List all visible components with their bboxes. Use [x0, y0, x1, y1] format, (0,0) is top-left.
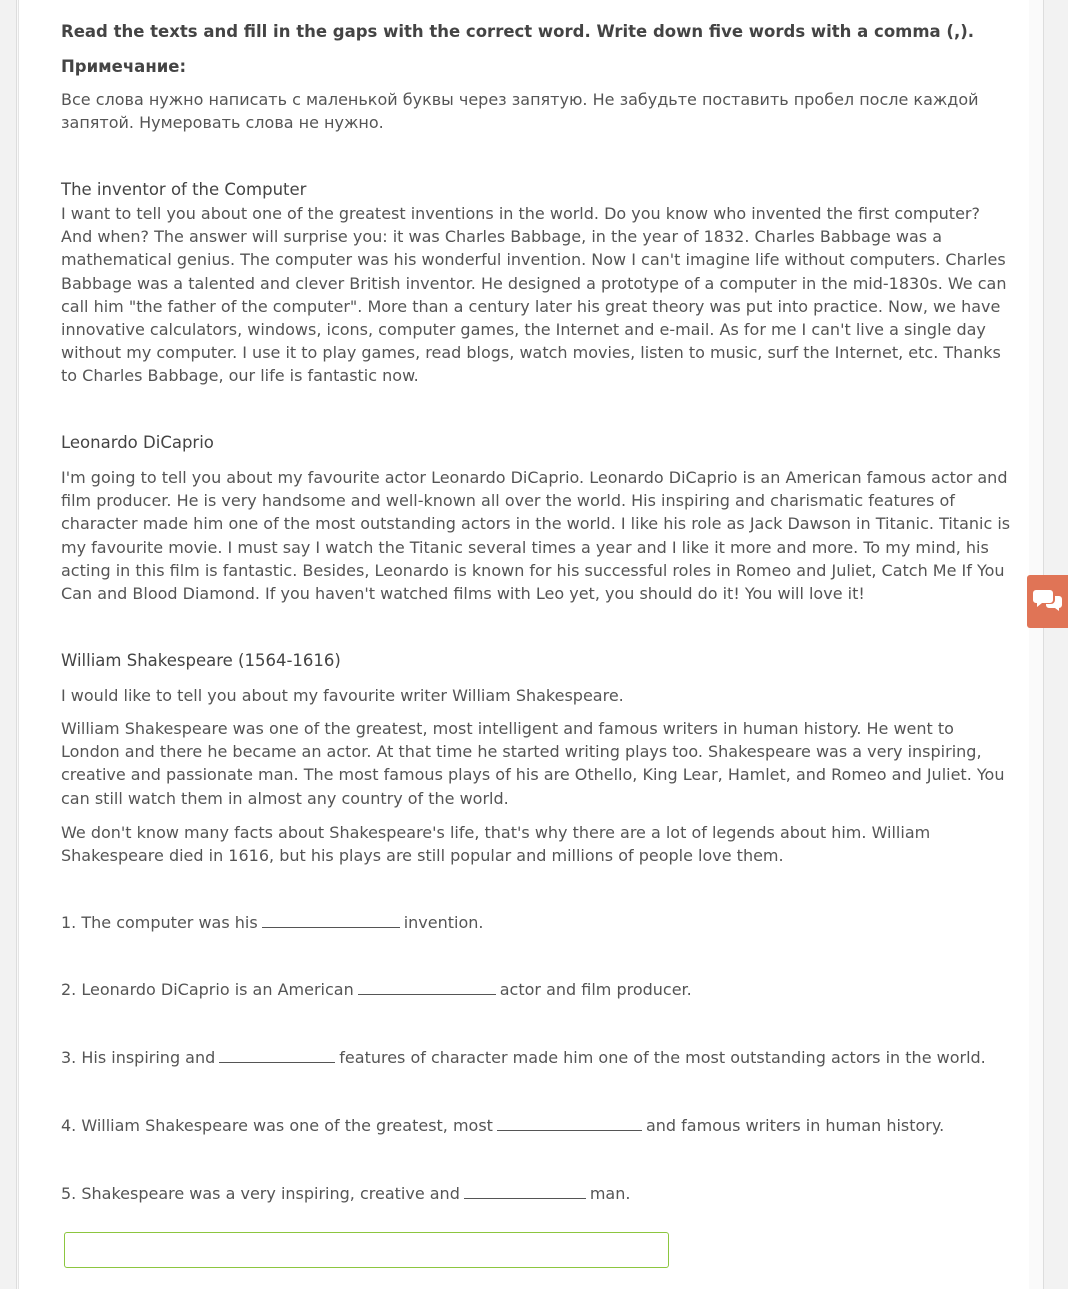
chat-bubbles-icon [1033, 588, 1063, 616]
question-4 [61, 1114, 944, 1137]
question-text: man. [589, 1184, 631, 1203]
question-2 [61, 978, 692, 1001]
question-text: invention. [403, 913, 484, 932]
question-text: 2. Leonardo DiCaprio is an American [61, 980, 354, 999]
answer-input[interactable] [64, 1232, 669, 1268]
question-text: 1. The computer was his [61, 913, 258, 932]
text-title-dicaprio: Leonardo DiCaprio [61, 433, 214, 452]
gap-blank [262, 913, 400, 928]
gap-blank [358, 980, 496, 995]
task-instructions: Read the texts and fill in the gaps with the correct word. Write down five words with a comma (,). [61, 22, 975, 41]
note-heading: Примечание: [61, 57, 187, 76]
chat-button[interactable] [1027, 575, 1068, 628]
question-text: features of character made him one of the most outstanding actors in the world. [339, 1048, 986, 1067]
text-body-dicaprio: I'm going to tell you about my favourite actor Leonardo DiCaprio. Leonardo DiCaprio is an American famous actor and film producer. He is very handsome and well-known all over the world. His inspiring and charismatic features of character made him one of the most outstanding actors in the world. I like his role as Jack Dawson in Titanic. Titanic is my favourite movie. I must say I watch the Titanic several times a year and I like it more and more. To my mind, his acting in this film is fantastic. Besides, Leonardo is known for his successful roles in Romeo and Juliet, Catch Me If You Can and Blood Diamond. If you haven't watched films with Leo yet, you should do it! You will love it! [61, 468, 1011, 604]
question-text: and famous writers in human history. [645, 1116, 945, 1135]
question-text: actor and film producer. [499, 980, 692, 999]
question-5 [61, 1182, 630, 1205]
gap-blank [464, 1184, 586, 1199]
note-text: Все слова нужно написать с маленькой буквы через запятую. Не забудьте поставить пробел после каждой запятой. Нумеровать слова не нужно. [61, 90, 979, 133]
text-title-computer: The inventor of the Computer [61, 180, 307, 199]
text-body-shakespeare-1: William Shakespeare was one of the greatest, most intelligent and famous writers in human history. He went to London and there he became an actor. At that time he started writing plays too. Shakespeare was a very inspiring, creative and passionate man. The most famous plays of his are Othello, King Lear, Hamlet, and Romeo and Juliet. You can still watch them in almost any country of the world. [61, 719, 1005, 808]
gap-blank [497, 1116, 642, 1131]
question-1 [61, 911, 483, 934]
text-title-shakespeare: William Shakespeare (1564-1616) [61, 651, 341, 670]
question-text: 4. William Shakespeare was one of the greatest, most [61, 1116, 493, 1135]
text-intro-shakespeare: I would like to tell you about my favourite writer William Shakespeare. [61, 686, 624, 705]
question-text: 5. Shakespeare was a very inspiring, creative and [61, 1184, 460, 1203]
gap-blank [219, 1048, 335, 1063]
question-text: 3. His inspiring and [61, 1048, 216, 1067]
text-body-shakespeare-2: We don't know many facts about Shakespeare's life, that's why there are a lot of legends about him. William Shakespeare died in 1616, but his plays are still popular and millions of people love them. [61, 823, 931, 866]
question-3 [61, 1046, 986, 1069]
text-body-computer: I want to tell you about one of the greatest inventions in the world. Do you know who invented the first computer? And when? The answer will surprise you: it was Charles Babbage, in the year of 1832. Charles Babbage was a mathematical genius. The computer was his wonderful invention. Now I can't imagine life without computers. Charles Babbage was a talented and clever British inventor. He designed a prototype of a computer in the mid-1830s. We can call him "the father of the computer". More than a century later his great theory was put into practice. Now, we have innovative calculators, windows, icons, computer games, the Internet and e-mail. As for me I can't live a single day without my computer. I use it to play games, read blogs, watch movies, listen to music, surf the Internet, etc. Thanks to Charles Babbage, our life is fantastic now. [61, 204, 1007, 386]
